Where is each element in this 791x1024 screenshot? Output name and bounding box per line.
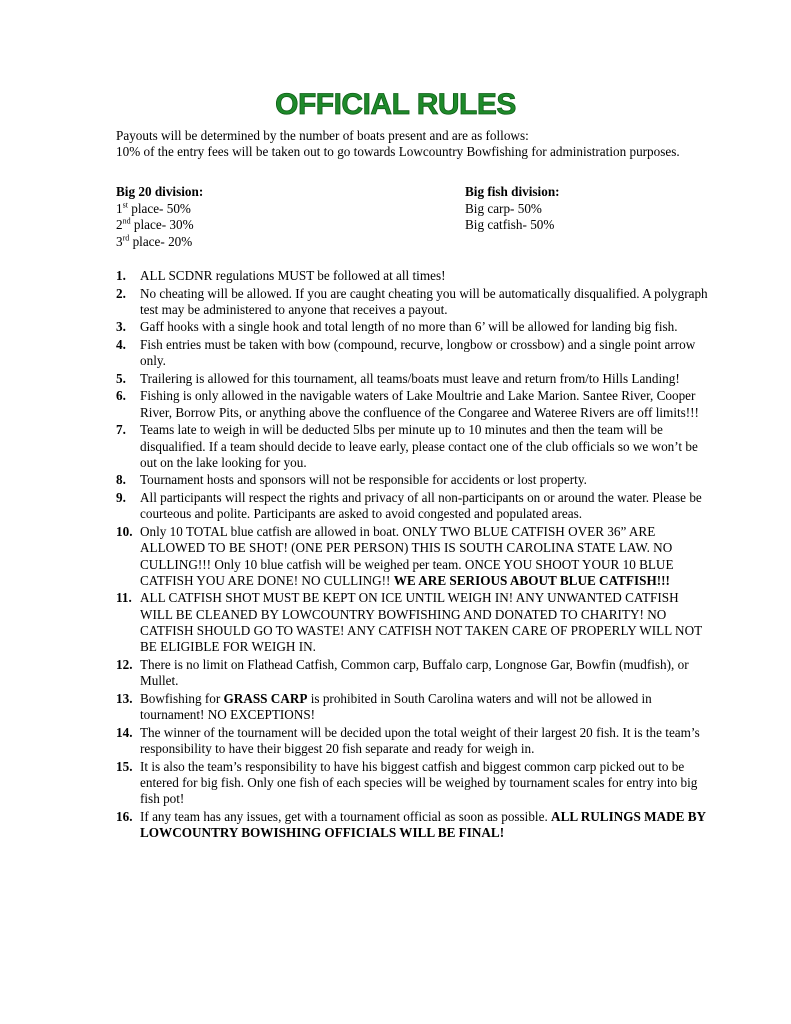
place-payout: place- 30% xyxy=(130,217,194,232)
page-title: OFFICIAL RULES xyxy=(275,88,516,121)
rule-segment: Fishing is only allowed in the navigable waters of Lake Moultrie and Lake Marion. Santee River, Cooper River, Borrow Pits, or anything above the confluence of the Congaree and Wateree Rivers are off limits!!! xyxy=(140,388,699,420)
intro-entry-fees: 10% of the entry fees will be taken out to go towards Lowcountry Bowfishing for administration purposes. xyxy=(116,144,680,159)
rule-text xyxy=(140,337,695,368)
rule-text xyxy=(140,759,697,807)
intro xyxy=(116,128,706,160)
rule-item xyxy=(116,657,710,690)
rule-segment: ALL SCDNR regulations MUST be followed at all times! xyxy=(140,268,446,283)
rule-item xyxy=(116,319,710,335)
bigfish-division xyxy=(465,184,560,234)
rule-text xyxy=(140,286,708,317)
rule-number: 6. xyxy=(116,388,126,404)
rule-item xyxy=(116,759,710,808)
rule-item xyxy=(116,691,710,724)
rule-segment: If any team has any issues, get with a tournament official as soon as possible. xyxy=(140,808,552,824)
place-number: 3 xyxy=(116,233,123,249)
rule-emphasis: WE ARE SERIOUS ABOUT BLUE CATFISH!!! xyxy=(393,572,670,588)
rule-text xyxy=(140,472,587,487)
rule-number: 9. xyxy=(116,489,126,505)
place-suffix: st xyxy=(122,200,128,210)
rule-segment: Only 10 TOTAL blue catfish are allowed in boat. ONLY TWO BLUE CATFISH OVER 36” ARE ALLOWED TO BE SHOT! (ONE PER PERSON) THIS IS SOUTH CAROLINA STATE LAW. NO CULLING!!! Only 10 blue catfish will be weighed per team. ONCE YOU SHOOT YOUR 10 BLUE CATFISH YOU ARE DONE! NO CULLING!! xyxy=(140,523,674,588)
rule-number: 14. xyxy=(116,724,133,740)
rule-item xyxy=(116,490,710,523)
bigfish-heading: Big fish division: xyxy=(465,184,560,199)
rule-text xyxy=(140,725,700,756)
rule-segment: is prohibited in South Carolina waters and will not be allowed in tournament! NO EXCEPTIONS! xyxy=(140,690,652,723)
big20-heading: Big 20 division: xyxy=(116,184,204,199)
rule-number: 3. xyxy=(116,319,126,335)
rule-number: 8. xyxy=(116,472,126,488)
rule-number: 16. xyxy=(116,808,133,824)
big20-place xyxy=(116,234,203,251)
rule-item xyxy=(116,371,710,387)
rule-number: 7. xyxy=(116,422,126,438)
rule-item xyxy=(116,388,710,421)
rule-text xyxy=(140,319,678,334)
place-number: 1 xyxy=(116,200,123,216)
rule-number: 1. xyxy=(116,268,126,283)
place-number: 2 xyxy=(116,217,123,232)
rule-item xyxy=(116,268,710,284)
rule-item xyxy=(116,337,710,370)
rule-item xyxy=(116,725,710,758)
rule-segment: There is no limit on Flathead Catfish, Common carp, Buffalo carp, Longnose Gar, Bowfin (mudfish), or Mullet. xyxy=(140,656,689,689)
place-payout: place- 50% xyxy=(127,200,191,216)
rule-segment: The winner of the tournament will be decided upon the total weight of their largest 20 fish. It is the team’s responsibility to have their biggest 20 fish separate and ready for weigh in. xyxy=(140,724,700,757)
rule-item xyxy=(116,590,710,655)
intro-payouts: Payouts will be determined by the number of boats present and are as follows: xyxy=(116,128,529,143)
rule-text xyxy=(140,590,702,654)
rule-number: 10. xyxy=(116,523,133,539)
place-payout: place- 20% xyxy=(129,233,193,249)
big20-places xyxy=(116,201,203,251)
rule-number: 15. xyxy=(116,758,133,774)
rule-text xyxy=(140,657,689,688)
rule-item xyxy=(116,809,710,842)
rule-item xyxy=(116,472,710,488)
big20-place xyxy=(116,217,203,234)
rule-emphasis: GRASS CARP xyxy=(223,690,308,706)
rule-number: 2. xyxy=(116,285,126,301)
rule-item xyxy=(116,524,710,589)
rule-text xyxy=(140,268,445,283)
rule-segment: Bowfishing for xyxy=(140,690,224,706)
rule-number: 5. xyxy=(116,370,126,386)
rule-item xyxy=(116,422,710,471)
rule-text xyxy=(140,422,698,470)
rule-emphasis: ALL RULINGS MADE BY LOWCOUNTRY BOWISHING OFFICIALS WILL BE FINAL! xyxy=(140,808,706,841)
rule-segment: Teams late to weigh in will be deducted 5lbs per minute up to 10 minutes and then the team will be disqualified. If a team should decide to leave early, please contact one of the club officials so we won’t be out on the lake looking for you. xyxy=(140,422,698,470)
rule-segment: No cheating will be allowed. If you are caught cheating you will be automatically disqualified. A polygraph test may be administered to anyone that receives a payout. xyxy=(140,285,708,317)
rule-segment: Fish entries must be taken with bow (compound, recurve, longbow or crossbow) and a single point arrow only. xyxy=(140,336,696,369)
rule-text xyxy=(140,691,652,722)
rule-number: 13. xyxy=(116,690,133,706)
rule-text xyxy=(140,524,674,588)
rule-text xyxy=(140,490,702,521)
rule-segment: Tournament hosts and sponsors will not be responsible for accidents or lost property. xyxy=(140,472,587,488)
rule-segment: Trailering is allowed for this tournament, all teams/boats must leave and return from/to Hills Landing! xyxy=(140,370,680,386)
big20-place xyxy=(116,201,203,218)
rule-text xyxy=(140,388,699,419)
rule-item xyxy=(116,286,710,319)
rule-text xyxy=(140,371,680,386)
rule-segment: ALL CATFISH SHOT MUST BE KEPT ON ICE UNTIL WEIGH IN! ANY UNWANTED CATFISH WILL BE CLEANED BY LOWCOUNTRY BOWFISHING AND DONATED TO CHARITY! NO CATFISH SHOULD GO TO WASTE! ANY CATFISH NOT TAKEN CARE OF PROPERLY WILL NOT BE ELIGIBLE FOR WEIGH IN. xyxy=(140,590,702,655)
rule-number: 11. xyxy=(116,590,132,606)
rule-segment: It is also the team’s responsibility to have his biggest catfish and biggest common carp picked out to be entered for big fish. Only one fish of each species will be weighed by tournament scales for entry into big fish pot! xyxy=(140,758,698,807)
bigfish-item: Big carp- 50% xyxy=(465,200,542,216)
bigfish-item: Big catfish- 50% xyxy=(465,217,555,232)
big20-division xyxy=(116,184,203,250)
rule-segment: Gaff hooks with a single hook and total length of no more than 6’ will be allowed for landing big fish. xyxy=(140,319,678,335)
rule-segment: All participants will respect the rights and privacy of all non-participants on or around the water. Please be courteous and polite. Participants are asked to avoid congested and populated areas. xyxy=(140,489,702,522)
place-suffix: nd xyxy=(122,216,131,226)
bigfish-items xyxy=(465,201,560,234)
rule-text xyxy=(140,809,706,840)
rules-list xyxy=(116,268,710,843)
rule-number: 4. xyxy=(116,336,126,352)
rule-number: 12. xyxy=(116,656,133,672)
place-suffix: rd xyxy=(122,233,130,243)
